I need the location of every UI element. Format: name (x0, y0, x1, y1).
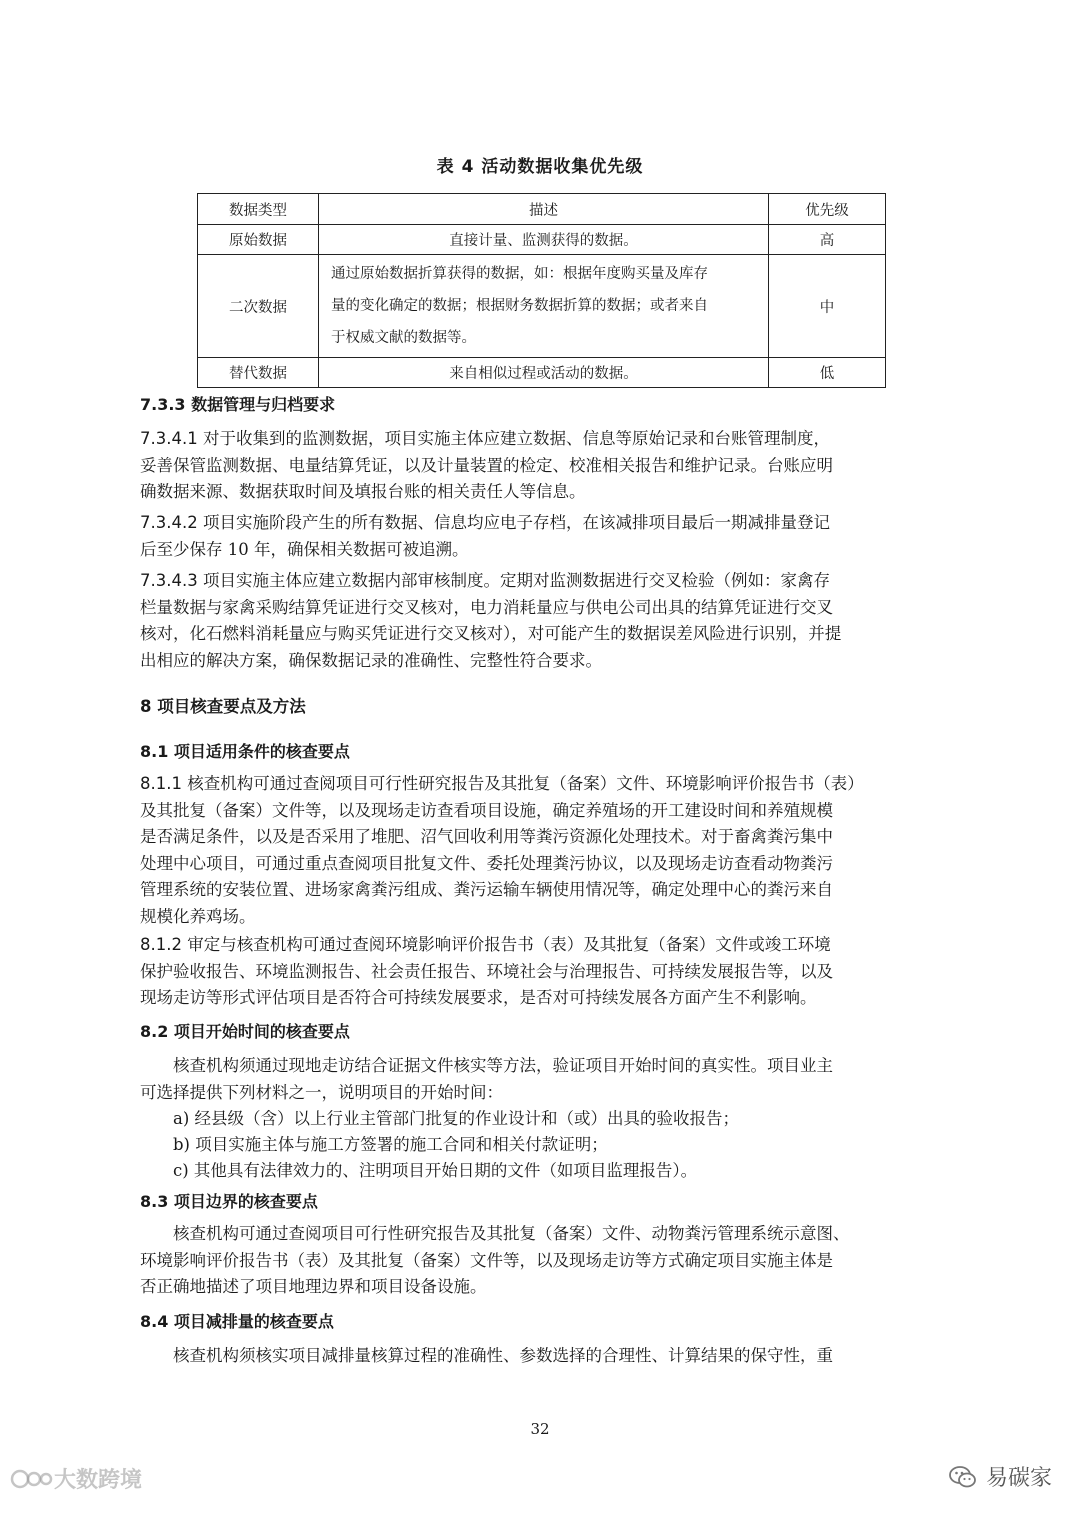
para-line: 否正确地描述了项目地理边界和项目设备设施。 (140, 1277, 487, 1296)
priority-table (197, 193, 886, 388)
para-8-1-2 (140, 932, 940, 1012)
para-line: 环境影响评价报告书（表）及其批复（备案）文件等，以及现场走访等方式确定项目实施主体是 (140, 1250, 833, 1270)
para-line: 核查机构可通过查阅项目可行性研究报告及其批复（备案）文件、动物粪污管理系统示意图、 (173, 1224, 850, 1243)
cell-priority: 中 (769, 255, 886, 358)
para-8-4 (140, 1343, 940, 1370)
para-line: 规模化养鸡场。 (140, 906, 256, 926)
para-8-1-1 (140, 771, 940, 930)
table-header-row (198, 194, 886, 225)
para-line: 管理系统的安装位置、进场家禽粪污组成、粪污运输车辆使用情况等，确定处理中心的粪污来自 (140, 880, 833, 899)
para-7-3-4-2 (140, 510, 940, 563)
page-number: 32 (530, 1420, 550, 1438)
cell-desc-line: 量的变化确定的数据；根据财务数据折算的数据；或者来自 (331, 298, 708, 314)
para-8-2 (140, 1053, 940, 1184)
cell-priority: 高 (769, 225, 886, 255)
para-line: 项目实施主体应建立数据内部审核制度。定期对监测数据进行交叉检验（例如：家禽存 (202, 571, 830, 590)
list-item: c) 其他具有法律效力的、注明项目开始日期的文件（如项目监理报告）。 (173, 1161, 698, 1180)
clause-number: 7.3.4.2 (140, 513, 198, 532)
list-item: a) 经县级（含）以上行业主管部门批复的作业设计和（或）出具的验收报告； (173, 1109, 740, 1128)
para-line: 核对，化石燃料消耗量应与购买凭证进行交叉核对），对可能产生的数据误差风险进行识别，并提 (140, 624, 842, 643)
clause-number: 8.1.2 (140, 935, 182, 954)
para-line: 是否满足条件，以及是否采用了堆肥、沼气回收利用等粪污资源化处理技术。对于畜禽粪污集中 (140, 827, 833, 846)
para-line: 审定与核查机构可通过查阅环境影响评价报告书（表）及其批复（备案）文件或竣工环境 (187, 935, 831, 954)
para-line: 现场走访等形式评估项目是否符合可持续发展要求，是否对可持续发展各方面产生不利影响。 (140, 988, 817, 1007)
cell-desc (319, 255, 769, 358)
para-line: 核查机构须通过现地走访结合证据文件核实等方法，验证项目开始时间的真实性。项目业主 (173, 1056, 833, 1075)
table-row (198, 225, 886, 255)
cell-desc: 直接计量、监测获得的数据。 (319, 225, 769, 255)
cell-type: 二次数据 (198, 255, 319, 358)
heading-8-4: 8.4 项目减排量的核查要点 (140, 1312, 334, 1331)
para-line: 核查机构可通过查阅项目可行性研究报告及其批复（备案）文件、环境影响评价报告书（表） (187, 774, 864, 793)
para-line: 项目实施阶段产生的所有数据、信息均应电子存档，在该减排项目最后一期减排量登记 (202, 513, 830, 532)
wechat-icon (948, 1464, 978, 1490)
cell-type: 替代数据 (198, 358, 319, 388)
para-8-3 (140, 1221, 940, 1301)
cell-desc-line: 于权威文献的数据等。 (331, 330, 476, 346)
table-row (198, 255, 886, 358)
cell-priority: 低 (769, 358, 886, 388)
para-line: 栏量数据与家禽采购结算凭证进行交叉核对，电力消耗量应与供电公司出具的结算凭证进行交叉 (140, 597, 833, 617)
para-line: 后至少保存 10 年，确保相关数据可被追溯。 (140, 539, 469, 559)
clause-number: 7.3.4.3 (140, 571, 198, 590)
para-line: 保护验收报告、环境监测报告、社会责任报告、环境社会与治理报告、可持续发展报告等，以及 (140, 961, 833, 981)
table-caption: 表 4 活动数据收集优先级 (436, 157, 644, 177)
para-line: 核查机构须核实项目减排量核算过程的准确性、参数选择的合理性、计算结果的保守性，重 (173, 1346, 833, 1365)
watermark-right-text: 易碳家 (985, 1466, 1052, 1491)
header-type: 数据类型 (198, 194, 319, 225)
para-line: 出相应的解决方案，确保数据记录的准确性、完整性符合要求。 (140, 650, 602, 670)
logo-icon (10, 1466, 54, 1492)
para-7-3-4-3 (140, 568, 940, 674)
para-line: 确数据来源、数据获取时间及填报台账的相关责任人等信息。 (140, 482, 586, 501)
watermark-right (948, 1461, 1052, 1492)
header-priority: 优先级 (769, 194, 886, 225)
header-desc: 描述 (319, 194, 769, 225)
heading-8-3: 8.3 项目边界的核查要点 (140, 1192, 318, 1211)
para-line: 对于收集到的监测数据，项目实施主体应建立数据、信息等原始记录和台账管理制度， (202, 429, 830, 448)
watermark-left-text: 大数跨境 (54, 1468, 143, 1493)
para-line: 可选择提供下列材料之一，说明项目的开始时间： (140, 1082, 503, 1102)
para-7-3-4-1 (140, 426, 940, 506)
cell-desc-line: 通过原始数据折算获得的数据，如：根据年度购买量及库存 (331, 266, 708, 282)
list-item: b) 项目实施主体与施工方签署的施工合同和相关付款证明； (173, 1135, 608, 1154)
clause-number: 7.3.4.1 (140, 429, 198, 448)
para-line: 妥善保管监测数据、电量结算凭证，以及计量装置的检定、校准相关报告和维护记录。台账应明 (140, 455, 833, 475)
cell-type: 原始数据 (198, 225, 319, 255)
heading-7-3-3: 7.3.3 数据管理与归档要求 (140, 395, 336, 414)
heading-8-2: 8.2 项目开始时间的核查要点 (140, 1022, 350, 1041)
clause-number: 8.1.1 (140, 774, 182, 793)
table-row (198, 358, 886, 388)
para-line: 及其批复（备案）文件等，以及现场走访查看项目设施，确定养殖场的开工建设时间和养殖规模 (140, 800, 833, 820)
watermark-left (10, 1463, 142, 1494)
heading-8-1: 8.1 项目适用条件的核查要点 (140, 742, 350, 761)
para-line: 处理中心项目，可通过重点查阅项目批复文件、委托处理粪污协议，以及现场走访查看动物粪污 (140, 853, 833, 873)
heading-8: 8 项目核查要点及方法 (140, 697, 306, 716)
cell-desc: 来自相似过程或活动的数据。 (319, 358, 769, 388)
